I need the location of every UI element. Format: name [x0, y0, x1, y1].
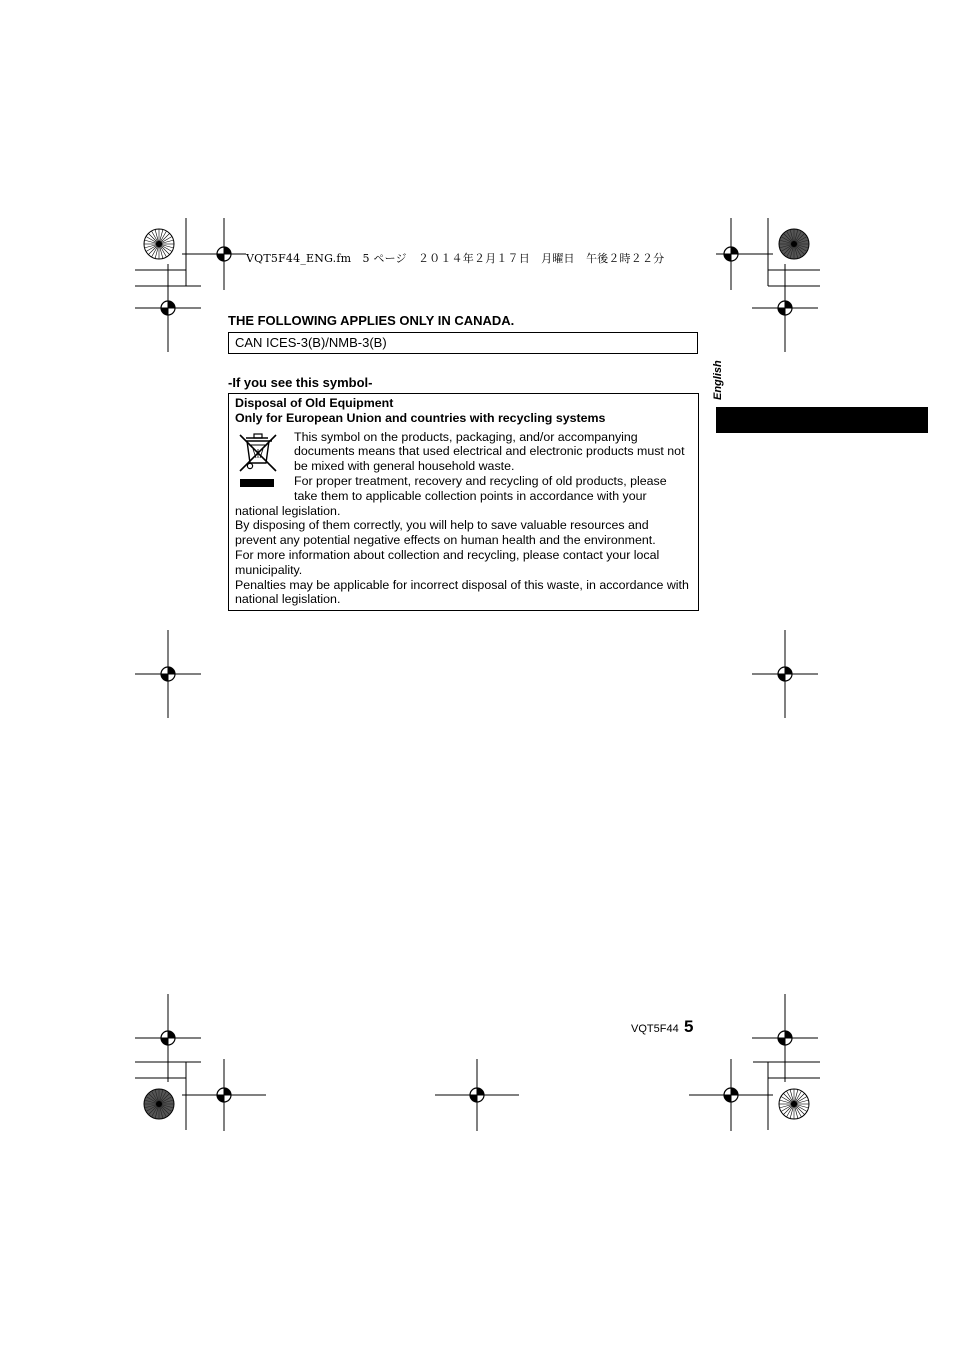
language-tab-bar: [716, 407, 928, 433]
registration-crosshair-icon: [689, 1059, 773, 1131]
color-target-icon: [779, 229, 809, 259]
canada-compliance-box: [228, 332, 698, 354]
disposal-paragraph: Penalties may be applicable for incorrect disposal of this waste, in accordance with national legislation.: [235, 577, 689, 607]
registration-crosshair-icon: [135, 994, 201, 1082]
disposal-subtitle: Only for European Union and countries with recycling systems: [235, 410, 606, 425]
registration-crosshair-icon: [182, 1059, 266, 1131]
disposal-paragraph: This symbol on the products, packaging, and/or accompanying documents means that used electrical and electronic products must not be mixed with general household waste.: [294, 429, 685, 474]
language-tab-label: English: [712, 360, 724, 400]
color-target-icon: [144, 1089, 174, 1119]
color-target-icon: [144, 229, 174, 259]
registration-crosshair-icon: [752, 994, 818, 1082]
color-target-icon: [779, 1089, 809, 1119]
registration-crosshair-icon: [435, 1059, 519, 1131]
canada-heading: THE FOLLOWING APPLIES ONLY IN CANADA.: [228, 313, 515, 328]
disposal-paragraph: For proper treatment, recovery and recycling of old products, please take them to applicable collection points in accordance with your national legislation.: [235, 473, 667, 518]
footer-page-number: 5: [684, 1017, 694, 1036]
footer-model-code: VQT5F44: [631, 1023, 679, 1035]
disposal-notice-box: [228, 393, 699, 611]
disposal-title: Disposal of Old Equipment: [235, 396, 394, 410]
registration-crosshair-icon: [752, 630, 818, 718]
symbol-heading: -If you see this symbol-: [228, 375, 373, 390]
canada-compliance-text: CAN ICES-3(B)/NMB-3(B): [235, 335, 387, 350]
disposal-paragraph: For more information about collection and recycling, please contact your local municipality.: [235, 547, 660, 577]
file-header-line: VQT5F44_ENG.fm 5 ページ ２０１４年２月１７日 月曜日 午後２時２２分: [246, 250, 716, 266]
registration-crosshair-icon: [752, 264, 818, 352]
registration-crosshair-icon: [135, 264, 201, 352]
registration-crosshair-icon: [135, 630, 201, 718]
crossed-out-wheelie-bin-icon: [235, 429, 291, 503]
disposal-paragraph: By disposing of them correctly, you will help to save valuable resources and prevent any potential negative effects on human health and the environment.: [235, 518, 656, 548]
